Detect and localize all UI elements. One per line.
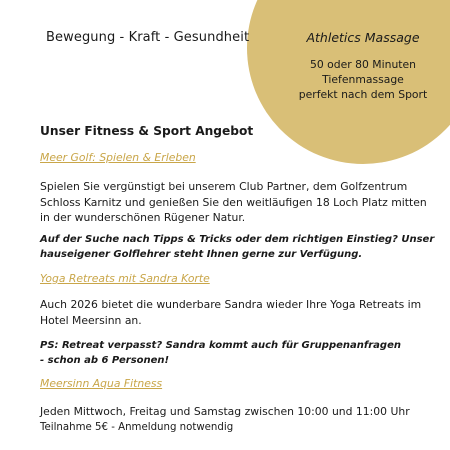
tagline: Bewegung - Kraft - Gesundheit [46, 30, 250, 45]
promo-line-benefit: perfekt nach dem Sport [298, 88, 428, 101]
yoga-description-line: Auch 2026 bietet die wunderbare Sandra wieder Ihre Yoga Retreats im [40, 298, 422, 311]
promo-title: Athletics Massage [306, 30, 420, 45]
golf-note-line: Auf der Suche nach Tipps & Tricks oder dem richtigen Einstieg? Unser [40, 234, 435, 245]
aqua-fitness-description [40, 404, 440, 435]
promo-line-duration: 50 oder 80 Minuten [309, 58, 417, 71]
golf-note-line: hauseigener Golflehrer steht Ihnen gerne zur Verfügung. [40, 248, 363, 260]
section-heading: Unser Fitness & Sport Angebot [40, 124, 254, 138]
yoga-note-line: PS: Retreat verpasst? Sandra kommt auch für Gruppenanfragen [40, 340, 401, 351]
golf-description-line: in der wunderschönen Rügener Natur. [40, 211, 246, 224]
yoga-note-line: - schon ab 6 Personen! [40, 354, 170, 366]
yoga-description-line: Hotel Meersinn an. [40, 313, 142, 327]
yoga-link[interactable]: Yoga Retreats mit Sandra Korte [40, 272, 210, 285]
golf-description-line: Schloss Karnitz und genießen Sie den weitläufigen 18 Loch Platz mitten [40, 195, 427, 209]
yoga-note [40, 339, 440, 368]
aqua-fitness-description-line: Jeden Mittwoch, Freitag und Samstag zwischen 10:00 und 11:00 Uhr [40, 405, 410, 418]
promo-line-type: Tiefenmassage [322, 73, 404, 86]
golf-note [40, 233, 440, 262]
golf-link[interactable]: Meer Golf: Spielen & Erleben [40, 151, 196, 164]
yoga-description [40, 297, 440, 328]
golf-description [40, 179, 440, 226]
aqua-fitness-link[interactable]: Meersinn Aqua Fitness [40, 377, 163, 390]
golf-description-line: Spielen Sie vergünstigt bei unserem Club Partner, dem Golfzentrum [40, 180, 408, 193]
aqua-fitness-description-line: Teilnahme 5€ - Anmeldung notwendig [40, 421, 234, 433]
